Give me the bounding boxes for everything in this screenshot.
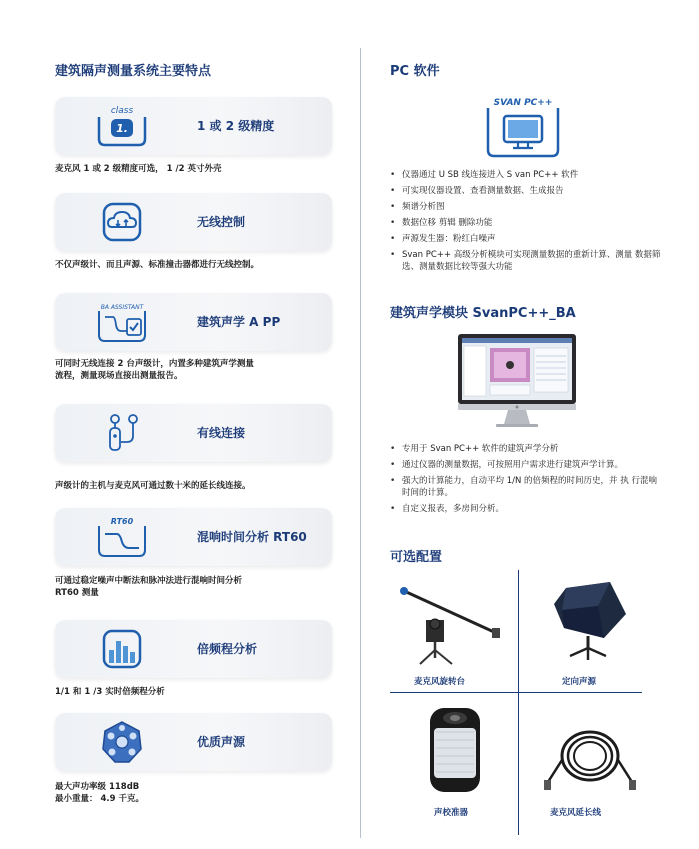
ba-module-heading: 建筑声学模块 SvanPC++_BA [390,306,576,321]
calibrator-image [424,704,486,796]
feature-card-sound-source [55,713,332,771]
feature-title: 混响时间分析 RT60 [197,530,307,544]
feature-title: 建筑声学 A PP [197,315,281,329]
list-item: • 数据位移 剪辑 删除功能 [390,217,665,229]
svg-text:1.: 1. [116,122,128,135]
accessory-label: 麦克风延长线 [550,808,602,818]
ba-assistant-icon [93,299,151,345]
list-item: • 强大的计算能力，自动平均 1/N 的倍频程的时间历史，并 执 行混响时间的计算。 [390,475,665,499]
extension-cable-image [544,720,636,792]
features-heading: 建筑隔声测量系统主要特点 [55,64,212,79]
feature-title: 有线连接 [197,426,246,440]
directional-source-image [548,576,634,662]
grid-divider-vertical [518,570,519,835]
list-item: • 声源发生器：粉红白噪声 [390,233,665,245]
feature-desc: 1/1 和 1 /3 实时倍频程分析 [55,687,165,697]
list-item: • 专用于 Svan PC++ 软件的建筑声学分析 [390,443,665,455]
pc-software-heading: PC 软件 [390,64,440,79]
list-item: • 可实现仪器设置、查看测量数据、生成报告 [390,185,665,197]
feature-title: 无线控制 [197,215,246,229]
dodecahedron-speaker-icon [93,719,151,765]
feature-card-octave [55,620,332,678]
feature-desc: 不仅声级计、而且声源、标准撞击器都进行无线控制。 [55,260,260,270]
feature-card-wired [55,404,332,462]
list-item: • 自定义报表，多房间分析。 [390,503,665,515]
bar-spectrum-icon [93,626,151,672]
feature-desc: 最大声功率级 118dB 最小重量： 4.9 千克。 [55,782,144,804]
feature-desc: 声级计的主机与麦克风可通过数十米的延长线连接。 [55,481,251,491]
list-item: • 通过仪器的测量数据，可按照用户需求进行建筑声学计算。 [390,459,665,471]
list-item: • Svan PC++ 高级分析模块可实现测量数据的重新计算、测量 数据筛选、测量数据比较等强大功能 [390,249,665,273]
feature-card-accuracy [55,97,332,155]
svg-text:RT60: RT60 [110,517,134,526]
ba-feature-list [390,443,665,519]
svg-text:SVAN PC++: SVAN PC++ [493,98,553,108]
svg-text:class: class [110,106,134,116]
list-item: • 仪器通过 U SB 线连接进入 S van PC++ 软件 [390,169,665,181]
monitor-screenshot-image [456,332,578,430]
accessory-label: 声校准器 [434,808,469,818]
feature-desc: 麦克风 1 或 2 级精度可选， 1 /2 英寸外壳 [55,164,222,174]
feature-card-rt60 [55,508,332,566]
svg-text:BA ASSISTANT: BA ASSISTANT [100,304,144,311]
feature-desc: 可同时无线连接 2 台声级计，内置多种建筑声学测量 流程，测量现场直接出测量报告。 [55,359,254,381]
rt60-icon [93,514,151,560]
feature-title: 优质声源 [197,735,246,749]
feature-desc: 可通过稳定噪声中断法和脉冲法进行混响时间分析 RT60 测量 [55,576,243,598]
pc-feature-list [390,169,665,277]
list-item: • 频谱分析图 [390,201,665,213]
mic-boom-image [396,580,506,665]
accessory-label: 定向声源 [562,677,597,687]
feature-card-ba-app [55,293,332,351]
optional-config-heading: 可选配置 [390,550,443,565]
wired-connection-icon [93,410,151,456]
feature-title: 1 或 2 级精度 [197,119,275,133]
column-divider [360,48,361,838]
svan-pc-icon [482,92,564,158]
feature-title: 倍频程分析 [197,642,258,656]
grid-divider-horizontal [390,692,642,693]
class-1-icon [93,103,151,149]
feature-card-wireless [55,193,332,251]
cloud-sync-icon [93,199,151,245]
accessory-label: 麦克风旋转台 [414,677,466,687]
